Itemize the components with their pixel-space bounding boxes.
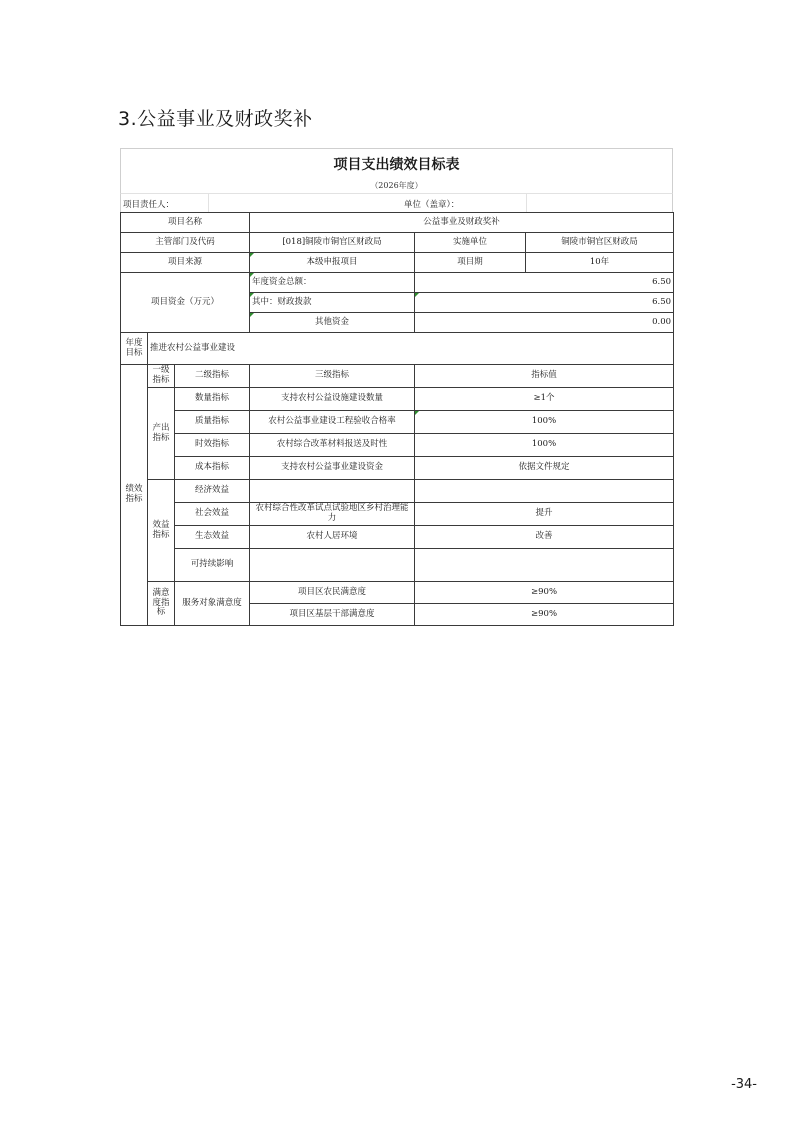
annual-goal-label: 年度目标	[121, 333, 148, 365]
indicator-value: 100%	[415, 434, 674, 457]
indicator-l3: 项目区基层干部满意度	[250, 604, 415, 626]
indicator-value: ≥90%	[415, 604, 674, 626]
indicator-row	[121, 411, 674, 434]
indicator-l2: 可持续影响	[175, 549, 250, 582]
indicator-row	[121, 549, 674, 582]
satisfaction-label: 满意度指标	[148, 582, 175, 626]
funds-total-value: 6.50	[415, 273, 674, 293]
indicator-l3: 支持农村公益事业建设资金	[250, 457, 415, 480]
cell-marker	[415, 293, 419, 297]
annual-goal-value: 推进农村公益事业建设	[148, 333, 674, 365]
indicator-value	[415, 549, 674, 582]
indicator-l3: 支持农村公益设施建设数量	[250, 388, 415, 411]
funds-label: 项目资金（万元）	[121, 273, 250, 333]
grid-line	[526, 194, 527, 212]
project-name-label: 项目名称	[121, 213, 250, 233]
indicator-l3: 项目区农民满意度	[250, 582, 415, 604]
table-title: 项目支出绩效目标表	[120, 148, 673, 179]
cell-marker	[250, 253, 254, 257]
funds-fiscal-value-text: 6.50	[652, 296, 672, 307]
indicator-header-row	[121, 365, 674, 388]
cell-marker	[250, 293, 254, 297]
grid-line	[208, 194, 209, 212]
funds-fiscal-label	[250, 293, 415, 313]
value-header: 指标值	[415, 365, 674, 388]
funds-row	[121, 273, 674, 293]
indicator-l2: 成本指标	[175, 457, 250, 480]
output-label: 产出指标	[148, 388, 175, 480]
funds-other-label	[250, 313, 415, 333]
responsible-row	[120, 193, 673, 212]
performance-table	[120, 212, 674, 626]
funds-fiscal-value	[415, 293, 674, 313]
impl-unit-label: 实施单位	[415, 233, 526, 253]
indicator-l2: 质量指标	[175, 411, 250, 434]
funds-other-label-text: 其他资金	[315, 316, 350, 327]
cell-marker	[250, 273, 254, 277]
source-label: 项目来源	[121, 253, 250, 273]
year-text: （2026年度）	[370, 181, 423, 190]
indicator-l2: 数量指标	[175, 388, 250, 411]
unit-stamp-label: 单位（盖章）：	[404, 200, 460, 210]
department-value: [018]铜陵市铜官区财政局	[250, 233, 415, 253]
level1-header: 一级指标	[148, 365, 175, 388]
indicator-value	[415, 480, 674, 503]
performance-target-sheet	[120, 148, 673, 626]
performance-label: 绩效指标	[121, 365, 148, 626]
indicator-value: ≥90%	[415, 582, 674, 604]
period-value: 10年	[526, 253, 674, 273]
project-name-row	[121, 213, 674, 233]
funds-other-value: 0.00	[415, 313, 674, 333]
funds-fiscal-label-text: 其中：财政拨款	[252, 296, 312, 307]
indicator-value: ≥1个	[415, 388, 674, 411]
indicator-l3: 农村综合改革材料报送及时性	[250, 434, 415, 457]
indicator-row	[121, 388, 674, 411]
indicator-row	[121, 526, 674, 549]
indicator-row	[121, 582, 674, 604]
period-label: 项目期	[415, 253, 526, 273]
indicator-row	[121, 457, 674, 480]
indicator-value: 改善	[415, 526, 674, 549]
source-row	[121, 253, 674, 273]
level2-header: 二级指标	[175, 365, 250, 388]
cell-marker	[250, 313, 254, 317]
department-row	[121, 233, 674, 253]
indicator-row	[121, 434, 674, 457]
indicator-value	[415, 411, 674, 434]
funds-total-label	[250, 273, 415, 293]
page-number: -34-	[731, 1077, 757, 1092]
cell-marker	[415, 411, 419, 415]
indicator-l3	[250, 480, 415, 503]
indicator-l3: 农村公益事业建设工程验收合格率	[250, 411, 415, 434]
indicator-l2: 时效指标	[175, 434, 250, 457]
source-value-text: 本级申报项目	[306, 256, 358, 267]
level3-header: 三级指标	[250, 365, 415, 388]
annual-goal-row	[121, 333, 674, 365]
section-title: 3.公益事业及财政奖补	[118, 108, 313, 130]
source-value	[250, 253, 415, 273]
indicator-row	[121, 480, 674, 503]
indicator-value-text: 100%	[531, 416, 557, 427]
indicator-l3: 农村综合性改革试点试验地区乡村治理能力	[250, 503, 415, 526]
satisfaction-l2: 服务对象满意度	[175, 582, 250, 626]
indicator-l2: 经济效益	[175, 480, 250, 503]
indicator-l3: 农村人居环境	[250, 526, 415, 549]
indicator-l3	[250, 549, 415, 582]
benefit-label: 效益指标	[148, 480, 175, 582]
table-year	[120, 179, 673, 193]
indicator-l2: 生态效益	[175, 526, 250, 549]
impl-unit-value: 铜陵市铜官区财政局	[526, 233, 674, 253]
indicator-value: 依据文件规定	[415, 457, 674, 480]
funds-total-label-text: 年度资金总额：	[252, 276, 312, 287]
responsible-label: 项目责任人：	[123, 200, 175, 210]
indicator-value: 提升	[415, 503, 674, 526]
indicator-l2: 社会效益	[175, 503, 250, 526]
project-name-value: 公益事业及财政奖补	[250, 213, 674, 233]
indicator-row	[121, 503, 674, 526]
department-label: 主管部门及代码	[121, 233, 250, 253]
